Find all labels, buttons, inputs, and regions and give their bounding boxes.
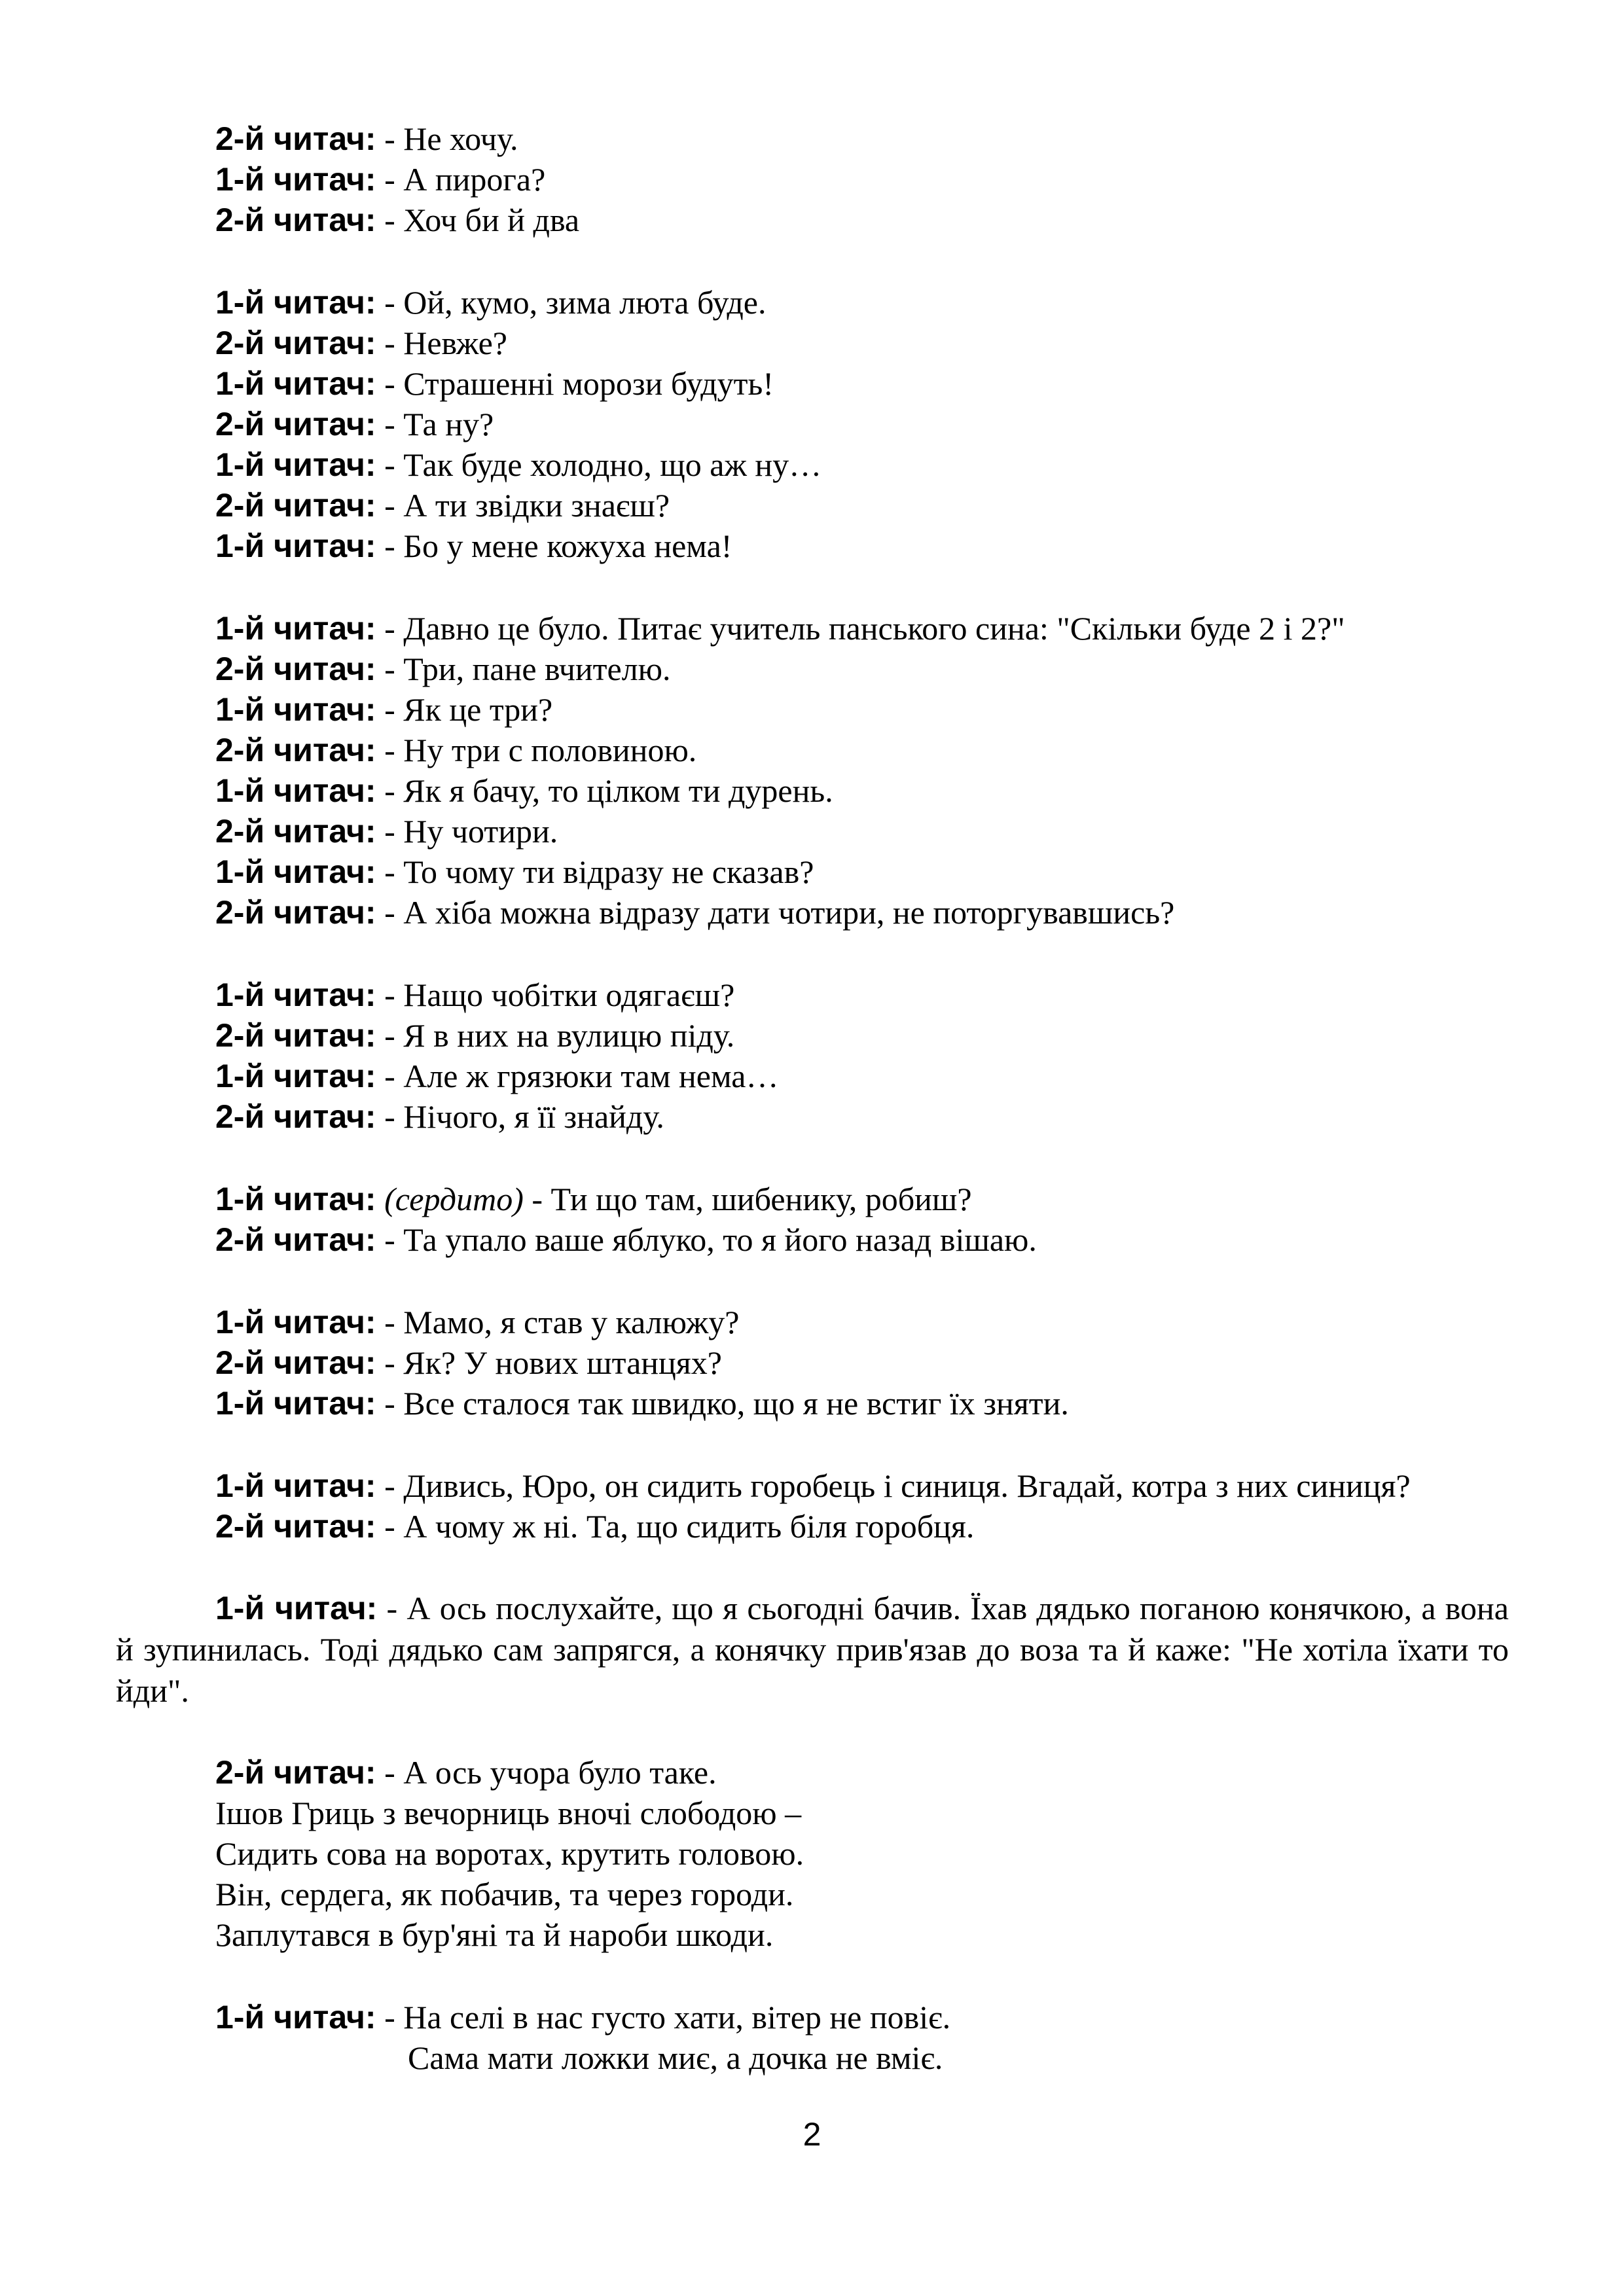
speaker-label: 2-й читач:: [215, 1017, 376, 1054]
verse-line: Заплутався в бур'яні та й нароби шкоди.: [215, 1916, 774, 1953]
dialogue-line: [215, 323, 507, 363]
dialogue-text: - Ну чотири.: [376, 813, 558, 850]
dialogue-line: [215, 1383, 1069, 1424]
paragraph-text: - А ось послухайте, що я сьогодні бачив. Їхав дядько поганою конячкою, а вона й зупинилась. Тоді дядько сам запрягся, а конячку прив'язав до воза та й каже: "Не хотіла їхати то йди".: [116, 1590, 1509, 1709]
dialogue-line: [215, 404, 494, 444]
dialogue-line: [215, 526, 732, 566]
dialogue-text: - А хіба можна відразу дати чотири, не поторгувавшись?: [376, 894, 1175, 931]
dialogue-text: - Я в них на вулицю піду.: [376, 1017, 735, 1054]
speaker-label: 1-й читач:: [215, 1999, 376, 2036]
dialogue-text: - Все сталося так швидко, що я не встиг їх зняти.: [376, 1385, 1069, 1422]
dialogue-line: [215, 892, 1174, 933]
speaker-label: 1-й читач:: [215, 284, 376, 321]
dialogue-text: - Страшенні морози будуть!: [376, 365, 774, 402]
dialogue-text: - Та ну?: [376, 406, 494, 442]
dialogue-text: - Нащо чобітки одягаєш?: [376, 977, 735, 1013]
speaker-label: 2-й читач:: [215, 813, 376, 850]
dialogue-text: - Як? У нових штанцях?: [376, 1344, 722, 1381]
dialogue-line: [215, 1997, 950, 2037]
speaker-label: 2-й читач:: [215, 1754, 376, 1791]
speaker-label: 1-й читач:: [215, 691, 376, 728]
dialogue-line: [215, 811, 558, 852]
speaker-label: 1-й читач:: [215, 772, 376, 809]
dialogue-line: [215, 282, 767, 323]
speaker-label: 2-й читач:: [215, 120, 376, 157]
dialogue-text: - Хоч би й два: [376, 202, 580, 238]
speaker-label: 1-й читач:: [215, 161, 376, 198]
speaker-label: 1-й читач:: [215, 610, 376, 647]
dialogue-text: - Та упало ваше яблуко, то я його назад вішаю.: [376, 1221, 1037, 1258]
dialogue-line: [215, 1219, 1037, 1260]
dialogue-text: - Нічого, я її знайду.: [376, 1098, 664, 1135]
dialogue-text: - А ти звідки знаєш?: [376, 487, 670, 524]
verse-line: Сидить сова на воротах, крутить головою.: [215, 1835, 804, 1872]
stage-direction: (сердито): [384, 1181, 524, 1217]
speaker-label: 2-й читач:: [215, 651, 376, 687]
dialogue-line: [215, 200, 579, 240]
verse-line: Він, сердега, як побачив, та через городи.: [215, 1876, 794, 1912]
speaker-label: 2-й читач:: [215, 894, 376, 931]
dialogue-text: - Ой, кумо, зима люта буде.: [376, 284, 767, 321]
speaker-label: 1-й читач:: [215, 1590, 378, 1626]
dialogue-line: [215, 1056, 778, 1096]
dialogue-line: [215, 1179, 972, 1219]
dialogue-text: - Ну три с половиною.: [376, 732, 697, 768]
dialogue-line: [215, 1302, 739, 1342]
speaker-label: 2-й читач:: [215, 406, 376, 442]
dialogue-text: - Так буде холодно, що аж ну…: [376, 446, 822, 483]
dialogue-line: [215, 1465, 1411, 1506]
dialogue-line: [215, 608, 1345, 649]
dialogue-text: - А чому ж ні. Та, що сидить біля горобця.: [376, 1508, 975, 1545]
story-paragraph: [116, 1588, 1509, 1712]
dialogue-text: - Ти що там, шибенику, робиш?: [523, 1181, 972, 1217]
dialogue-line: [215, 159, 545, 200]
page-number: 2: [803, 2116, 821, 2153]
dialogue-line: [215, 852, 814, 892]
dialogue-line: [215, 1752, 717, 1793]
dialogue-line: [215, 444, 821, 485]
dialogue-text: - Мамо, я став у калюжу?: [376, 1304, 740, 1340]
speaker-label: 2-й читач:: [215, 1344, 376, 1381]
speaker-label: 1-й читач:: [215, 1058, 376, 1094]
speaker-label: 2-й читач:: [215, 487, 376, 524]
dialogue-line: [215, 770, 833, 811]
dialogue-line: [215, 689, 552, 730]
dialogue-text: - Дивись, Юро, он сидить горобець і синиця. Вгадай, котра з них синиця?: [376, 1467, 1411, 1504]
verse-line: Сама мати ложки миє, а дочка не вміє.: [408, 2039, 943, 2076]
speaker-label: 1-й читач:: [215, 1181, 376, 1217]
speaker-label: 1-й читач:: [215, 1467, 376, 1504]
dialogue-text: - Не хочу.: [376, 120, 518, 157]
speaker-label: 1-й читач:: [215, 1304, 376, 1340]
verse-line: Ішов Гриць з вечорниць вночі слободою –: [215, 1795, 802, 1831]
speaker-label: 2-й читач:: [215, 732, 376, 768]
dialogue-text: - На селі в нас густо хати, вітер не повіє.: [376, 1999, 951, 2036]
dialogue-line: [215, 118, 518, 159]
speaker-label: 1-й читач:: [215, 853, 376, 890]
speaker-label: 2-й читач:: [215, 325, 376, 361]
dialogue-line: [215, 1506, 974, 1547]
dialogue-line: [215, 485, 670, 526]
dialogue-text: - Але ж грязюки там нема…: [376, 1058, 779, 1094]
dialogue-text: - Невже?: [376, 325, 507, 361]
dialogue-line: [215, 1342, 722, 1383]
speaker-label: 2-й читач:: [215, 1098, 376, 1135]
dialogue-text: - То чому ти відразу не сказав?: [376, 853, 814, 890]
dialogue-text: - Три, пане вчителю.: [376, 651, 671, 687]
speaker-label: 2-й читач:: [215, 1508, 376, 1545]
dialogue-text: - Як я бачу, то цілком ти дурень.: [376, 772, 833, 809]
dialogue-line: [215, 1096, 664, 1137]
dialogue-text: - А ось учора було таке.: [376, 1754, 717, 1791]
speaker-label: 1-й читач:: [215, 528, 376, 564]
speaker-label: 2-й читач:: [215, 1221, 376, 1258]
speaker-label: 2-й читач:: [215, 202, 376, 238]
dialogue-line: [215, 1015, 734, 1056]
dialogue-line: [215, 649, 671, 689]
dialogue-text: - Бо у мене кожуха нема!: [376, 528, 732, 564]
dialogue-line: [215, 975, 734, 1015]
speaker-label: 1-й читач:: [215, 446, 376, 483]
speaker-label: 1-й читач:: [215, 365, 376, 402]
dialogue-line: [215, 363, 774, 404]
dialogue-text: - Як це три?: [376, 691, 553, 728]
speaker-label: 1-й читач:: [215, 1385, 376, 1422]
dialogue-text: - Давно це було. Питає учитель панського сина: "Скільки буде 2 і 2?": [376, 610, 1345, 647]
dialogue-line: [215, 730, 696, 770]
dialogue-text: - А пирога?: [376, 161, 546, 198]
speaker-label: 1-й читач:: [215, 977, 376, 1013]
